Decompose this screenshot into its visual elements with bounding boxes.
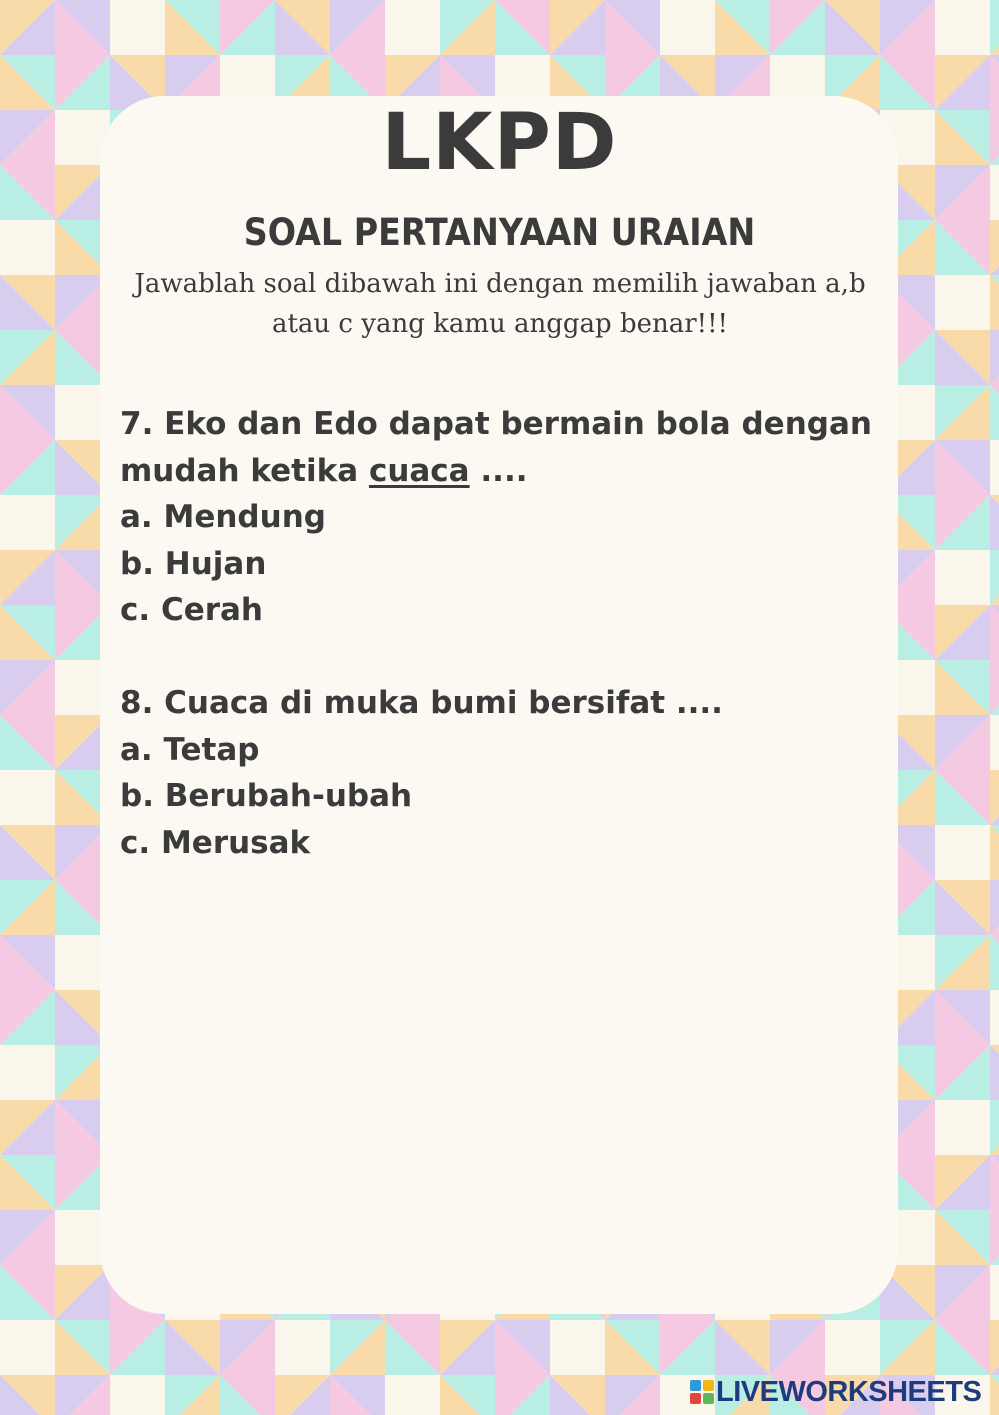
question-7-keyword: cuaca	[368, 452, 470, 489]
pattern-triangle	[990, 1100, 999, 1155]
pattern-triangle	[990, 880, 999, 935]
pattern-triangle	[990, 935, 999, 990]
liveworksheets-brand[interactable]	[690, 1372, 981, 1412]
instruction-line-1: Jawablah soal dibawah ini dengan memilih jawaban a,b	[134, 269, 866, 299]
instruction-text	[105, 264, 895, 344]
pattern-triangle	[990, 275, 999, 330]
question-7-text-line-2	[120, 448, 910, 495]
pattern-triangle	[990, 1320, 999, 1375]
pattern-triangle	[990, 220, 999, 275]
question-8-option-c[interactable]: c. Merusak	[120, 824, 311, 861]
pattern-triangle	[990, 385, 999, 440]
pattern-triangle	[990, 330, 999, 385]
brand-name: LIVEWORKSHEETS	[716, 1375, 982, 1408]
instruction-line-2: atau c yang kamu anggap benar!!!	[271, 309, 729, 339]
question-8	[120, 680, 910, 866]
question-8-option-b[interactable]: b. Berubah-ubah	[120, 778, 413, 814]
question-7-option-a[interactable]: a. Mendung	[120, 499, 326, 535]
pattern-triangle	[990, 660, 999, 715]
pattern-triangle	[990, 55, 999, 110]
pattern-triangle	[990, 990, 999, 1045]
pattern-triangle	[990, 770, 999, 825]
pattern-triangle	[990, 605, 999, 660]
pattern-triangle	[990, 1045, 999, 1100]
question-7-option-b[interactable]: b. Hujan	[120, 545, 267, 582]
pattern-triangle	[990, 1210, 999, 1265]
pattern-triangle	[990, 495, 999, 550]
pattern-triangle	[990, 715, 999, 770]
pattern-triangle	[990, 1265, 999, 1320]
pattern-triangle	[990, 0, 999, 55]
pattern-triangle	[990, 825, 999, 880]
question-7-text-line-1: 7. Eko dan Edo dapat bermain bola dengan	[120, 406, 872, 442]
question-7-text-pre: mudah ketika	[120, 452, 369, 489]
pattern-triangle	[990, 1155, 999, 1210]
page-subtitle: SOAL PERTANYAAN URAIAN	[243, 211, 756, 254]
question-8-text: 8. Cuaca di muka bumi bersifat ....	[120, 685, 723, 721]
pattern-triangle	[990, 440, 999, 495]
question-7	[120, 401, 910, 634]
question-7-option-c[interactable]: c. Cerah	[120, 592, 263, 628]
pattern-triangle	[990, 550, 999, 605]
liveworksheets-logo-icon	[690, 1380, 714, 1404]
question-8-option-a[interactable]: a. Tetap	[120, 731, 260, 768]
page-title: LKPD	[381, 98, 618, 188]
question-7-text-post: ....	[469, 452, 528, 489]
